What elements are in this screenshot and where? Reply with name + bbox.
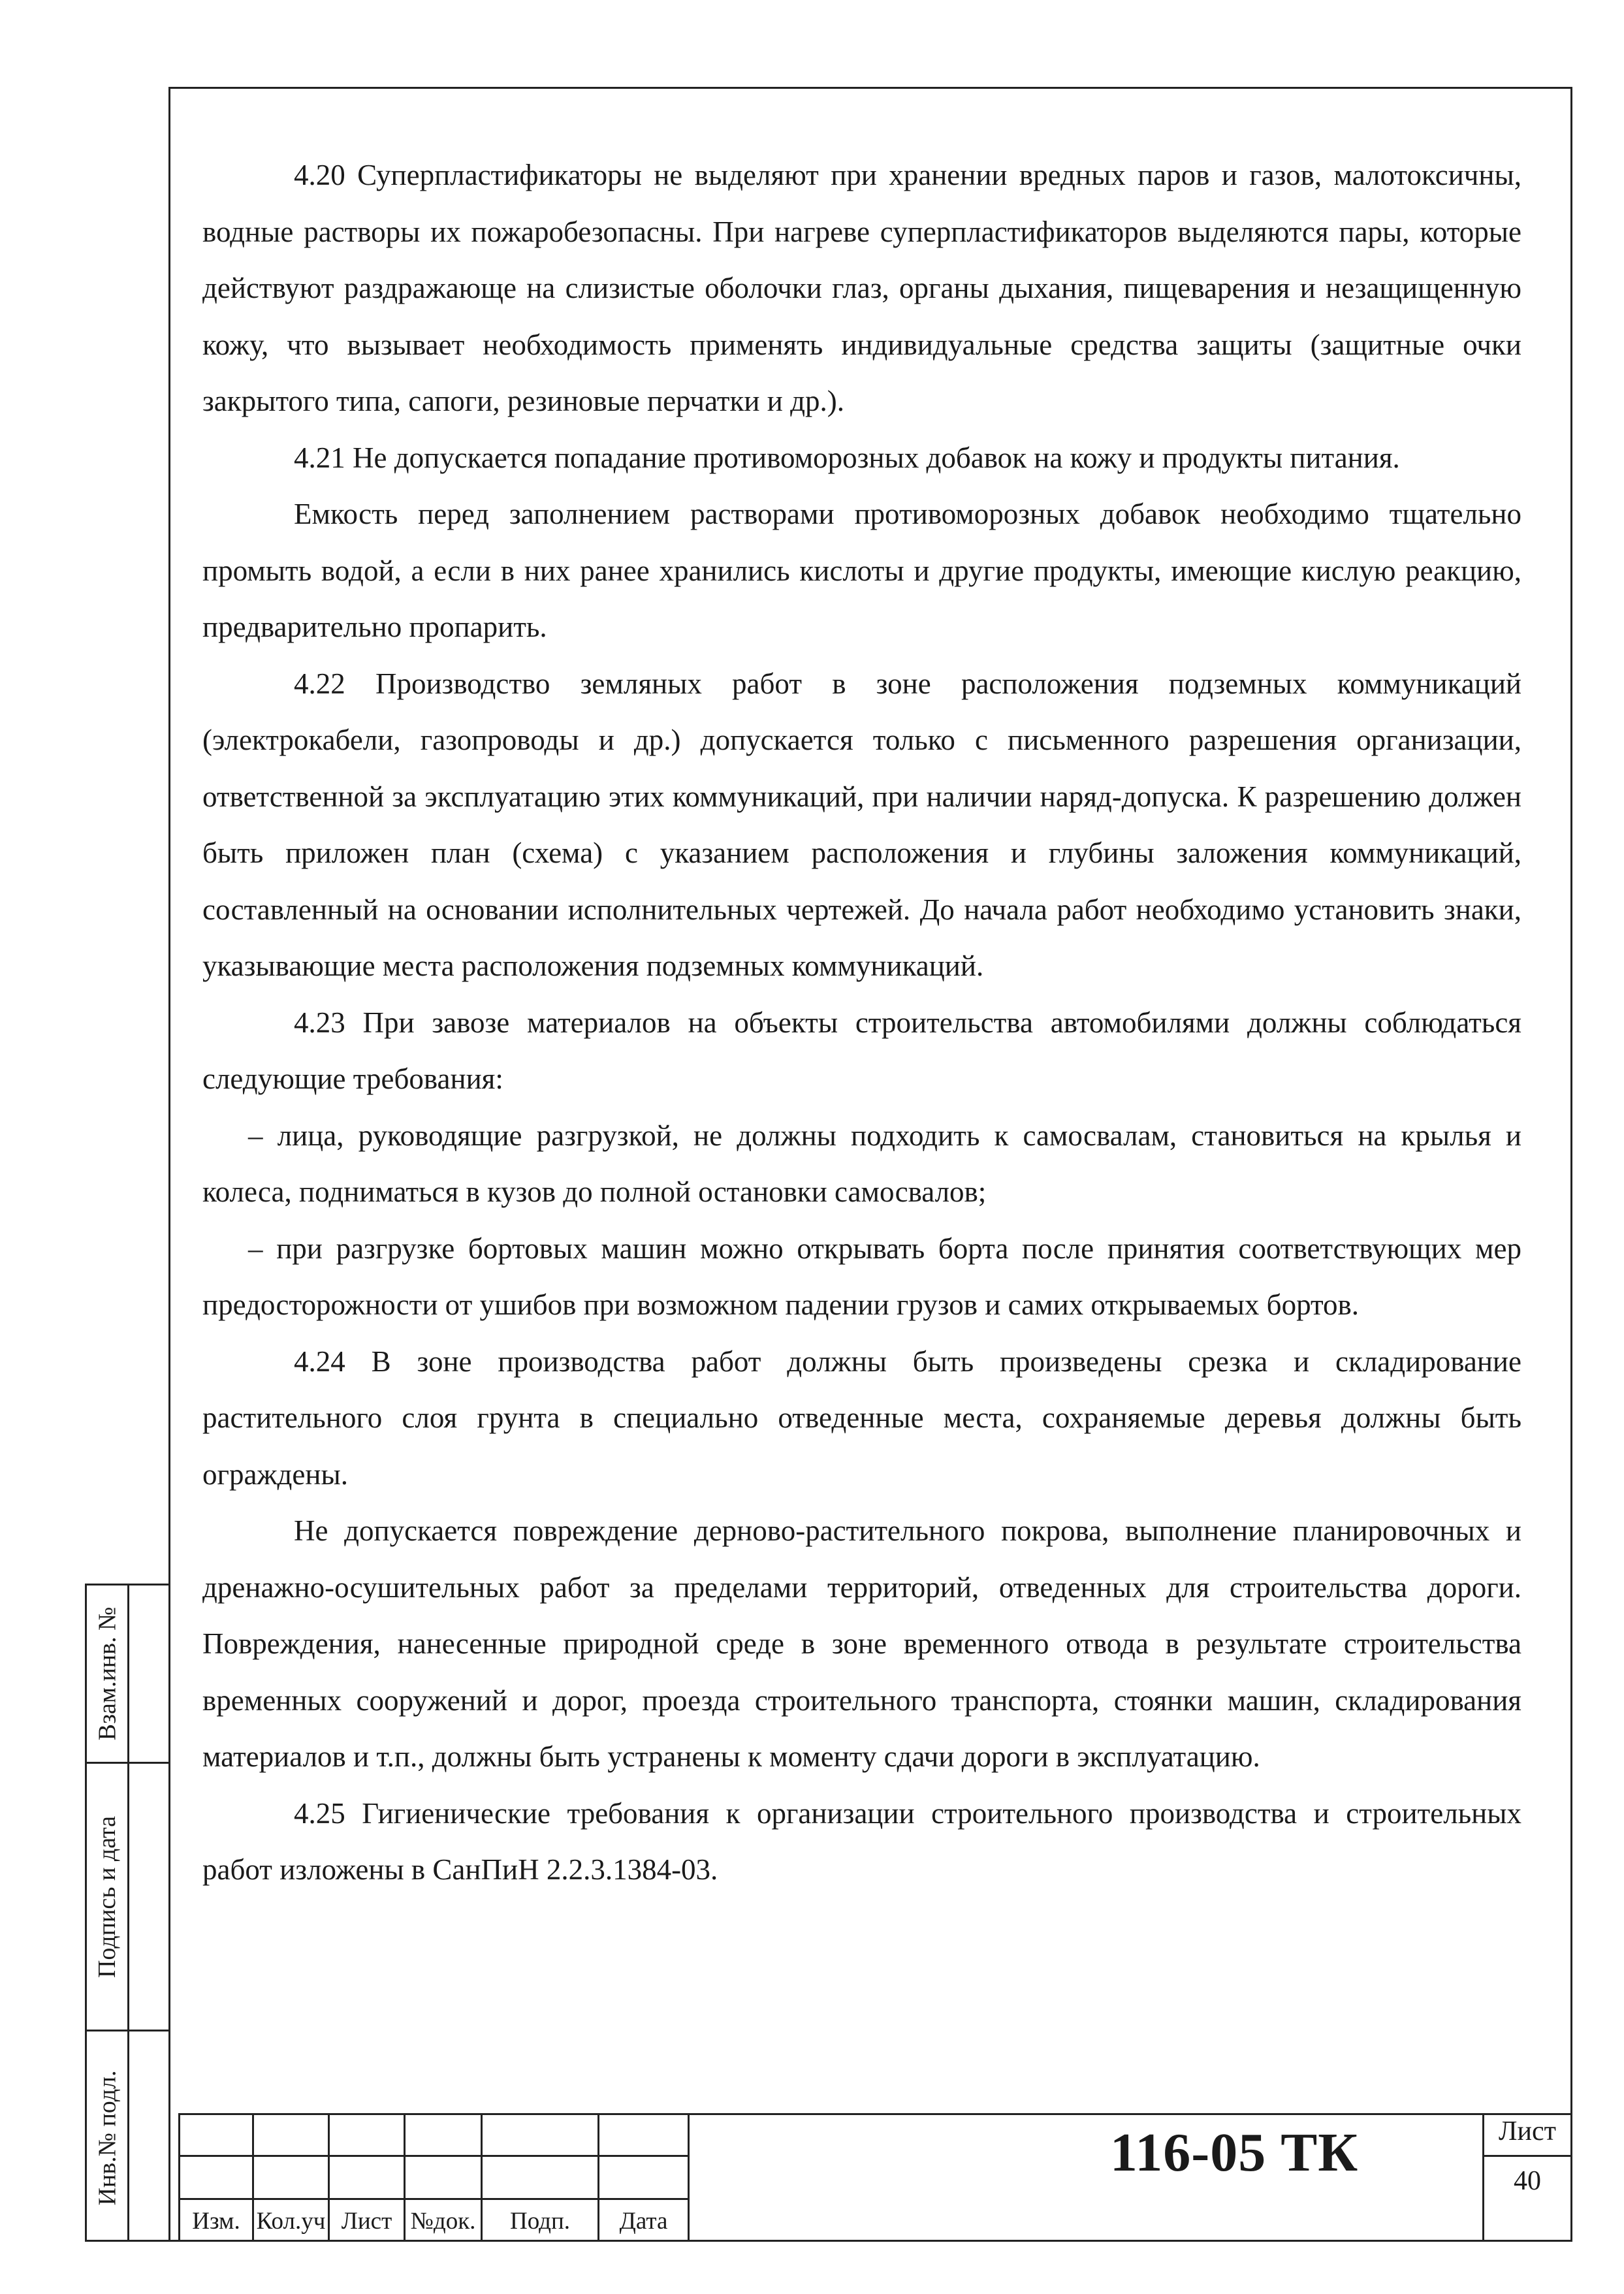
paragraph-4-20: 4.20 Суперпластификаторы не выделяют при хранении вредных паров и газов, малотоксичны, водные растворы их пожаробезопасны. При нагреве суперпластификаторов выделяются пары, которые действуют раздражающе на слизистые оболочки глаз, органы дыхания, пищеварения и незащищенную кожу, что вызывает необходимость применять индивидуальные средства защиты (защитные очки закрытого типа, сапоги, резиновые перчатки и др.).: [202, 159, 1521, 417]
replacement-inv-cell: [87, 1585, 127, 1762]
paragraph-4-21: 4.21 Не допускается попадание противоморозных добавок на кожу и продукты питания.: [294, 441, 1400, 474]
list-item-unloading: – лица, руководящие разгрузкой, не должны подходить к самосвалам, становиться на крылья и колеса, подниматься в кузов до полной остановки самосвалов;: [202, 1119, 1521, 1208]
document-body: [202, 147, 1521, 1898]
title-block-top-line: [178, 2113, 1572, 2115]
replacement-inv-label: Взам.инв. №: [93, 1606, 121, 1741]
sheet-label: Лист: [1499, 2116, 1556, 2146]
title-block-row-line: [178, 2155, 688, 2157]
original-inv-label: Инв.№ подл.: [93, 2069, 121, 2206]
col-label-change: Изм.: [192, 2208, 240, 2235]
paragraph-4-25: 4.25 Гигиенические требования к организации строительного производства и строительных работ изложены в СанПиН 2.2.3.1384-03.: [202, 1796, 1521, 1886]
col-label-count: Кол.уч: [256, 2208, 326, 2235]
paragraph-4-24: 4.24 В зоне производства работ должны быть произведены срезка и складирование растительного слоя грунта в специально отведенные места, сохраняемые деревья должны быть ограждены.: [202, 1345, 1521, 1491]
col-label-doc-number: №док.: [410, 2208, 476, 2235]
title-block-row-line: [178, 2198, 688, 2200]
original-inv-cell: [87, 2031, 127, 2244]
signature-date-cell: [87, 1764, 127, 2030]
sheet-number: 40: [1514, 2166, 1541, 2196]
signature-date-label: Подпись и дата: [93, 1815, 121, 1978]
paragraph-vegetation: Не допускается повреждение дерново-растительного покрова, выполнение планировочных и дренажно-осушительных работ за пределами территорий, отведенных для строительства дороги. Повреждения, нанесенные природной среде в зоне временного отвода в результате строительства временных сооружений и дорог, проезда строительного транспорта, стоянки машин, складирования материалов и т.п., должны быть устранены к моменту сдачи дороги в эксплуатацию.: [202, 1514, 1521, 1773]
paragraph-container: Емкость перед заполнением растворами противоморозных добавок необходимо тщательно промыть водой, а если в них ранее хранились кислоты и другие продукты, имеющие кислую реакцию, предварительно пропарить.: [202, 498, 1521, 643]
col-label-date: Дата: [619, 2208, 668, 2235]
list-item-side-boards: – при разгрузке бортовых машин можно открывать борта после принятия соответствующих мер предосторожности от ушибов при возможном падении грузов и самих открываемых бортов.: [202, 1232, 1521, 1321]
paragraph-4-22: 4.22 Производство земляных работ в зоне расположения подземных коммуникаций (электрокабели, газопроводы и др.) допускается только с письменного разрешения организации, ответственной за эксплуатацию этих коммуникаций, при наличии наряд-допуска. К разрешению должен быть приложен план (схема) с указанием расположения и глубины заложения коммуникаций, составленный на основании исполнительных чертежей. До начала работ необходимо установить знаки, указывающие места расположения подземных коммуникаций.: [202, 667, 1521, 982]
stamp-divider: [127, 1585, 129, 2240]
document-code: 116-05 ТК: [1109, 2122, 1359, 2183]
col-label-sheet: Лист: [341, 2208, 392, 2235]
title-block-col-line: [688, 2113, 690, 2242]
paragraph-4-23: 4.23 При завозе материалов на объекты строительства автомобилями должны соблюдаться следующие требования:: [202, 1006, 1521, 1095]
side-stamp: [85, 1584, 168, 2242]
col-label-signature: Подп.: [509, 2208, 571, 2235]
